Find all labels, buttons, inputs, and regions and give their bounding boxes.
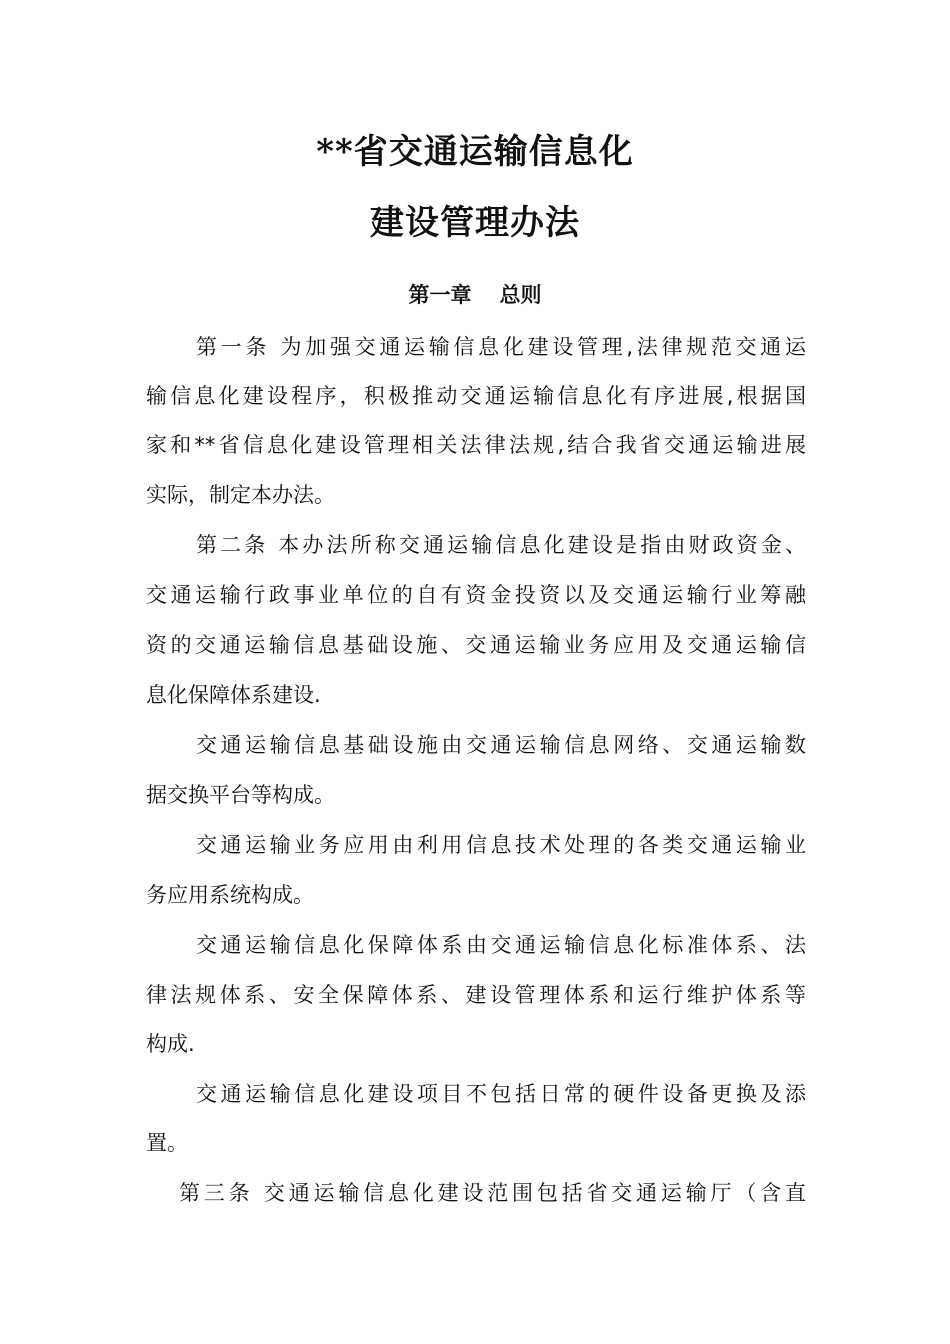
chapter-heading bbox=[0, 280, 950, 310]
article-1-line-1: 第一条 为加强交通运输信息化建设管理,法律规范交通运 bbox=[196, 335, 806, 359]
article-2-line-4: 息化保障体系建设. bbox=[146, 683, 321, 707]
support-system-line-3: 构成. bbox=[146, 1032, 195, 1056]
article-1-line-3: 家和**省信息化建设管理相关法律法规,结合我省交通运输进展 bbox=[146, 433, 806, 457]
article-2-line-3: 资的交通运输信息基础设施、交通运输业务应用及交通运输信 bbox=[146, 633, 806, 657]
exclusion-line-1: 交通运输信息化建设项目不包括日常的硬件设备更换及添 bbox=[196, 1082, 806, 1106]
business-app-line-2: 务应用系统构成。 bbox=[146, 883, 314, 907]
infrastructure-line-1: 交通运输信息基础设施由交通运输信息网络、交通运输数 bbox=[196, 733, 806, 757]
article-1-line-2: 输信息化建设程序，积极推动交通运输信息化有序进展,根据国 bbox=[146, 384, 806, 408]
chapter-name: 总则 bbox=[499, 282, 542, 307]
article-3-line-1: 第三条 交通运输信息化建设范围包括省交通运输厅（含直 bbox=[179, 1181, 806, 1205]
infrastructure-line-2: 据交换平台等构成。 bbox=[146, 783, 335, 807]
support-system-line-2: 律法规体系、安全保障体系、建设管理体系和运行维护体系等 bbox=[146, 983, 806, 1007]
business-app-line-1: 交通运输业务应用由利用信息技术处理的各类交通运输业 bbox=[196, 833, 806, 857]
exclusion-line-2: 置。 bbox=[146, 1131, 188, 1155]
article-2-line-2: 交通运输行政事业单位的自有资金投资以及交通运输行业筹融 bbox=[146, 583, 806, 607]
article-1-line-4: 实际，制定本办法。 bbox=[146, 483, 335, 507]
document-title-line-1: **省交通运输信息化 bbox=[316, 132, 634, 172]
article-2-line-1: 第二条 本办法所称交通运输信息化建设是指由财政资金、 bbox=[196, 533, 806, 557]
chapter-number: 第一章 bbox=[408, 282, 472, 307]
document-title-line-2: 建设管理办法 bbox=[370, 203, 580, 243]
support-system-line-1: 交通运输信息化保障体系由交通运输信息化标准体系、法 bbox=[196, 933, 806, 957]
